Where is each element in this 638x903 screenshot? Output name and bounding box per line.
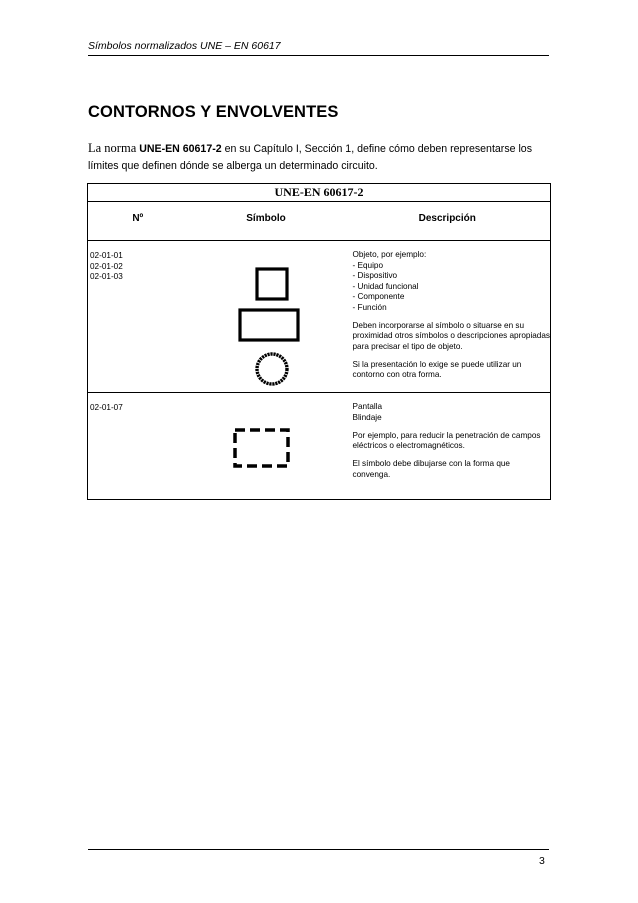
desc-paragraph: Por ejemplo, para reducir la penetración de campos eléctricos o electromagnéticos. xyxy=(352,430,541,450)
row-description xyxy=(345,393,551,500)
intro-lead: La norma xyxy=(88,141,137,155)
desc-paragraph: Si la presentación lo exige se puede utilizar un contorno con otra forma. xyxy=(352,359,522,379)
rectangle-outline-icon xyxy=(240,310,298,340)
desc-line: - Dispositivo xyxy=(352,271,398,280)
row-numbers xyxy=(88,393,188,500)
row-description xyxy=(345,241,551,393)
circle-outline-icon xyxy=(257,354,287,384)
desc-paragraph: El símbolo debe dibujarse con la forma que convenga. xyxy=(352,459,510,479)
square-outline-icon xyxy=(257,269,287,299)
symbol-drawings xyxy=(188,393,345,494)
header-num: Nº xyxy=(88,202,188,241)
row-number: 02-01-02 xyxy=(90,261,123,271)
table-header-row xyxy=(88,202,551,241)
row-numbers xyxy=(88,241,188,393)
symbol-drawings xyxy=(188,241,345,387)
table-caption: UNE-EN 60617-2 xyxy=(88,184,551,202)
header-description: Descripción xyxy=(345,202,551,241)
section-title: CONTORNOS Y ENVOLVENTES xyxy=(88,103,339,121)
dashed-rectangle-icon xyxy=(235,430,288,466)
intro-rest: en su Capítulo I, Sección 1, define cómo deben representarse los límites que definen dónde se alberga un determinado circuito. xyxy=(88,143,532,172)
desc-paragraph: Deben incorporarse al símbolo o situarse en su proximidad otros símbolos o descripciones apropiadas para precisar el tipo de objeto. xyxy=(352,320,551,351)
desc-line: - Unidad funcional xyxy=(352,281,419,291)
row-symbols xyxy=(188,241,345,393)
desc-line: Objeto, por ejemplo: xyxy=(352,250,427,259)
desc-line: - Función xyxy=(352,302,387,312)
desc-line: Blindaje xyxy=(352,412,382,422)
row-number: 02-01-03 xyxy=(90,272,123,281)
row-symbols xyxy=(188,393,345,500)
row-number: 02-01-07 xyxy=(90,403,123,412)
table-row xyxy=(88,393,551,500)
footer-rule xyxy=(88,849,549,850)
symbols-table xyxy=(87,183,551,500)
table-row xyxy=(88,241,551,393)
header-symbol: Símbolo xyxy=(188,202,345,241)
page-number: 3 xyxy=(539,855,545,867)
desc-line: Pantalla xyxy=(352,402,383,411)
intro-paragraph xyxy=(88,140,550,175)
row-number: 02-01-01 xyxy=(90,251,123,260)
intro-standard: UNE-EN 60617-2 xyxy=(139,143,222,155)
desc-line: - Equipo xyxy=(352,260,383,270)
page-header: Símbolos normalizados UNE – EN 60617 xyxy=(88,40,549,56)
desc-line: - Componente xyxy=(352,292,405,301)
